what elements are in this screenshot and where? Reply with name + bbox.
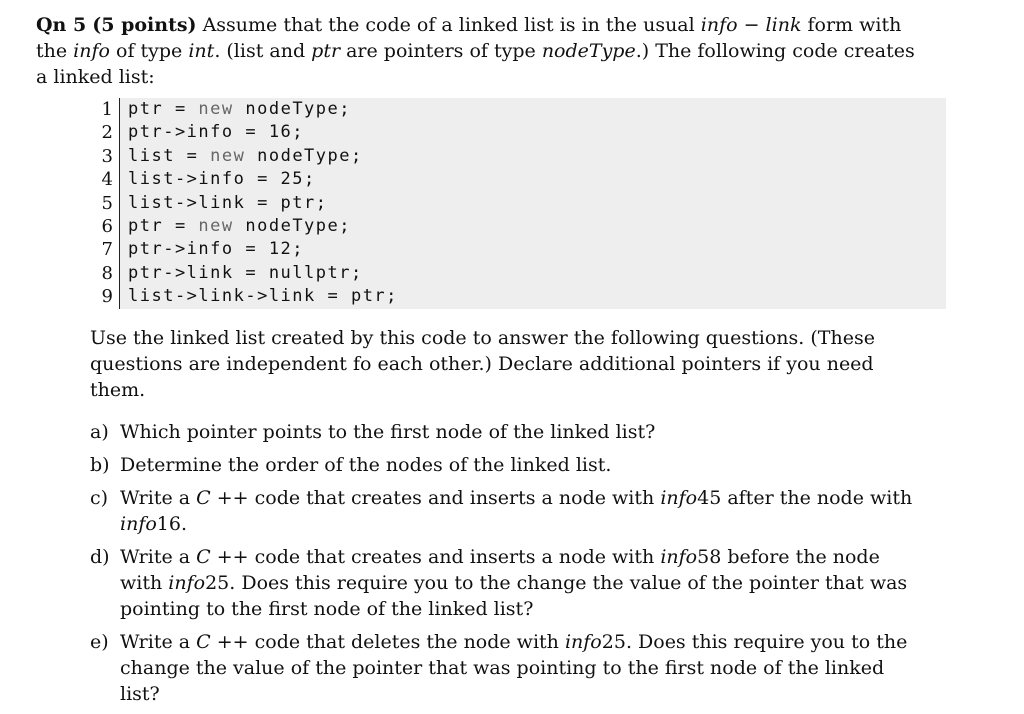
code-fragment: ptr = <box>128 215 199 236</box>
code-fragment: ptr->info = 12; <box>128 239 305 260</box>
cpp-term: C ++ <box>196 486 249 509</box>
code-fragment: list->info = 25; <box>128 169 316 190</box>
code-text <box>120 121 946 144</box>
code-line <box>90 98 946 121</box>
info-term: info <box>73 40 110 62</box>
info-term: info <box>564 630 602 653</box>
code-text <box>120 262 946 285</box>
question-text: of type <box>116 40 183 62</box>
info-term: info <box>168 571 206 594</box>
code-text <box>120 192 946 215</box>
question-text: .) The following code creates a linked list: <box>36 40 915 88</box>
code-text <box>120 215 946 238</box>
text-fragment: Write a <box>120 545 191 568</box>
code-fragment: list->link = ptr; <box>128 192 328 213</box>
code-line <box>90 215 946 238</box>
code-line <box>90 285 946 308</box>
question-text: are pointers of type <box>346 40 536 62</box>
code-text <box>120 238 946 261</box>
code-line <box>90 262 946 285</box>
text-fragment: Write a <box>120 630 191 653</box>
line-number: 8 <box>90 262 120 285</box>
sub-question-label: d) <box>90 545 110 568</box>
code-text <box>120 145 946 168</box>
cpp-term: C ++ <box>196 630 249 653</box>
sub-question-d <box>90 544 916 622</box>
question-text: Assume that the code of a linked list is in the usual <box>202 14 695 36</box>
ptr-term: ptr <box>311 40 341 62</box>
sub-question-c <box>90 485 916 537</box>
code-line <box>90 192 946 215</box>
info-value: 25 <box>205 571 230 594</box>
code-listing <box>90 98 946 309</box>
line-number: 3 <box>90 145 120 168</box>
instructions-paragraph: Use the linked list created by this code to answer the following questions. (These questions are independent fo each other.) Declare additional pointers if you need them. <box>90 326 875 401</box>
sub-question-label: c) <box>90 486 109 509</box>
code-keyword: new <box>198 99 234 119</box>
sub-question-text <box>120 629 916 707</box>
code-fragment: nodeType; <box>233 215 351 236</box>
info-term: info <box>660 545 698 568</box>
line-number: 4 <box>90 168 120 191</box>
sub-question-b <box>90 452 916 478</box>
int-term: int <box>188 40 215 62</box>
sub-question-text <box>120 485 916 537</box>
question-page <box>36 12 916 714</box>
info-value: 16 <box>156 512 181 535</box>
sub-question-label: e) <box>90 630 109 653</box>
sub-question-e <box>90 629 916 707</box>
line-number: 2 <box>90 121 120 144</box>
info-term: info <box>660 486 698 509</box>
code-fragment: list = <box>128 145 211 166</box>
code-text <box>120 168 946 191</box>
text-fragment: Write a <box>120 486 191 509</box>
code-fragment: ptr->link = nullptr; <box>128 262 363 283</box>
code-line <box>90 145 946 168</box>
code-text <box>120 285 946 308</box>
code-line <box>90 121 946 144</box>
code-line <box>90 238 946 261</box>
sub-question-text: Determine the order of the nodes of the linked list. <box>120 453 612 476</box>
text-fragment: before the node with <box>120 545 880 594</box>
info-value: 25 <box>601 630 626 653</box>
code-keyword: new <box>198 215 234 236</box>
cpp-term: C ++ <box>196 545 249 568</box>
question-statement <box>36 12 916 90</box>
sub-question-a <box>90 419 916 445</box>
text-fragment: after the node with <box>727 486 913 509</box>
line-number: 1 <box>90 98 120 121</box>
text-fragment: code that creates and inserts a node with <box>254 486 655 509</box>
question-text: form with the <box>36 14 902 62</box>
info-term: info <box>120 512 157 535</box>
text-fragment: . Does this require you to the change the value of the pointer that was pointing to the first node of the linked list? <box>120 571 908 620</box>
line-number: 9 <box>90 285 120 308</box>
code-fragment: ptr->info = 16; <box>128 122 305 143</box>
line-number: 6 <box>90 215 120 238</box>
line-number: 7 <box>90 238 120 261</box>
sub-question-text: Which pointer points to the first node of the linked list? <box>120 420 656 443</box>
code-line <box>90 168 946 191</box>
text-fragment: code that deletes the node with <box>254 630 559 653</box>
info-value: 58 <box>697 545 722 568</box>
code-fragment: list->link->link = ptr; <box>128 286 398 307</box>
text-fragment: . <box>180 512 188 535</box>
code-fragment: ptr = <box>128 99 199 119</box>
info-value: 45 <box>697 486 722 509</box>
sub-question-label: a) <box>90 420 109 443</box>
line-number: 5 <box>90 192 120 215</box>
nodetype-term: nodeType <box>541 40 636 62</box>
text-fragment: code that creates and inserts a node with <box>254 545 655 568</box>
sub-questions-list <box>90 419 916 707</box>
sub-question-label: b) <box>90 453 110 476</box>
code-fragment: nodeType; <box>233 99 351 119</box>
info-link-term: info − link <box>700 14 802 36</box>
question-text: . (list and <box>214 40 306 62</box>
question-points: (5 points) <box>92 14 197 36</box>
question-number: Qn 5 <box>36 14 87 36</box>
text-fragment: . Does this require you to the change the value of the pointer that was pointing to the first node of the linked list? <box>120 630 908 705</box>
code-fragment: nodeType; <box>245 145 363 166</box>
sub-question-text <box>120 544 916 622</box>
code-keyword: new <box>210 145 246 166</box>
code-text <box>120 98 946 121</box>
